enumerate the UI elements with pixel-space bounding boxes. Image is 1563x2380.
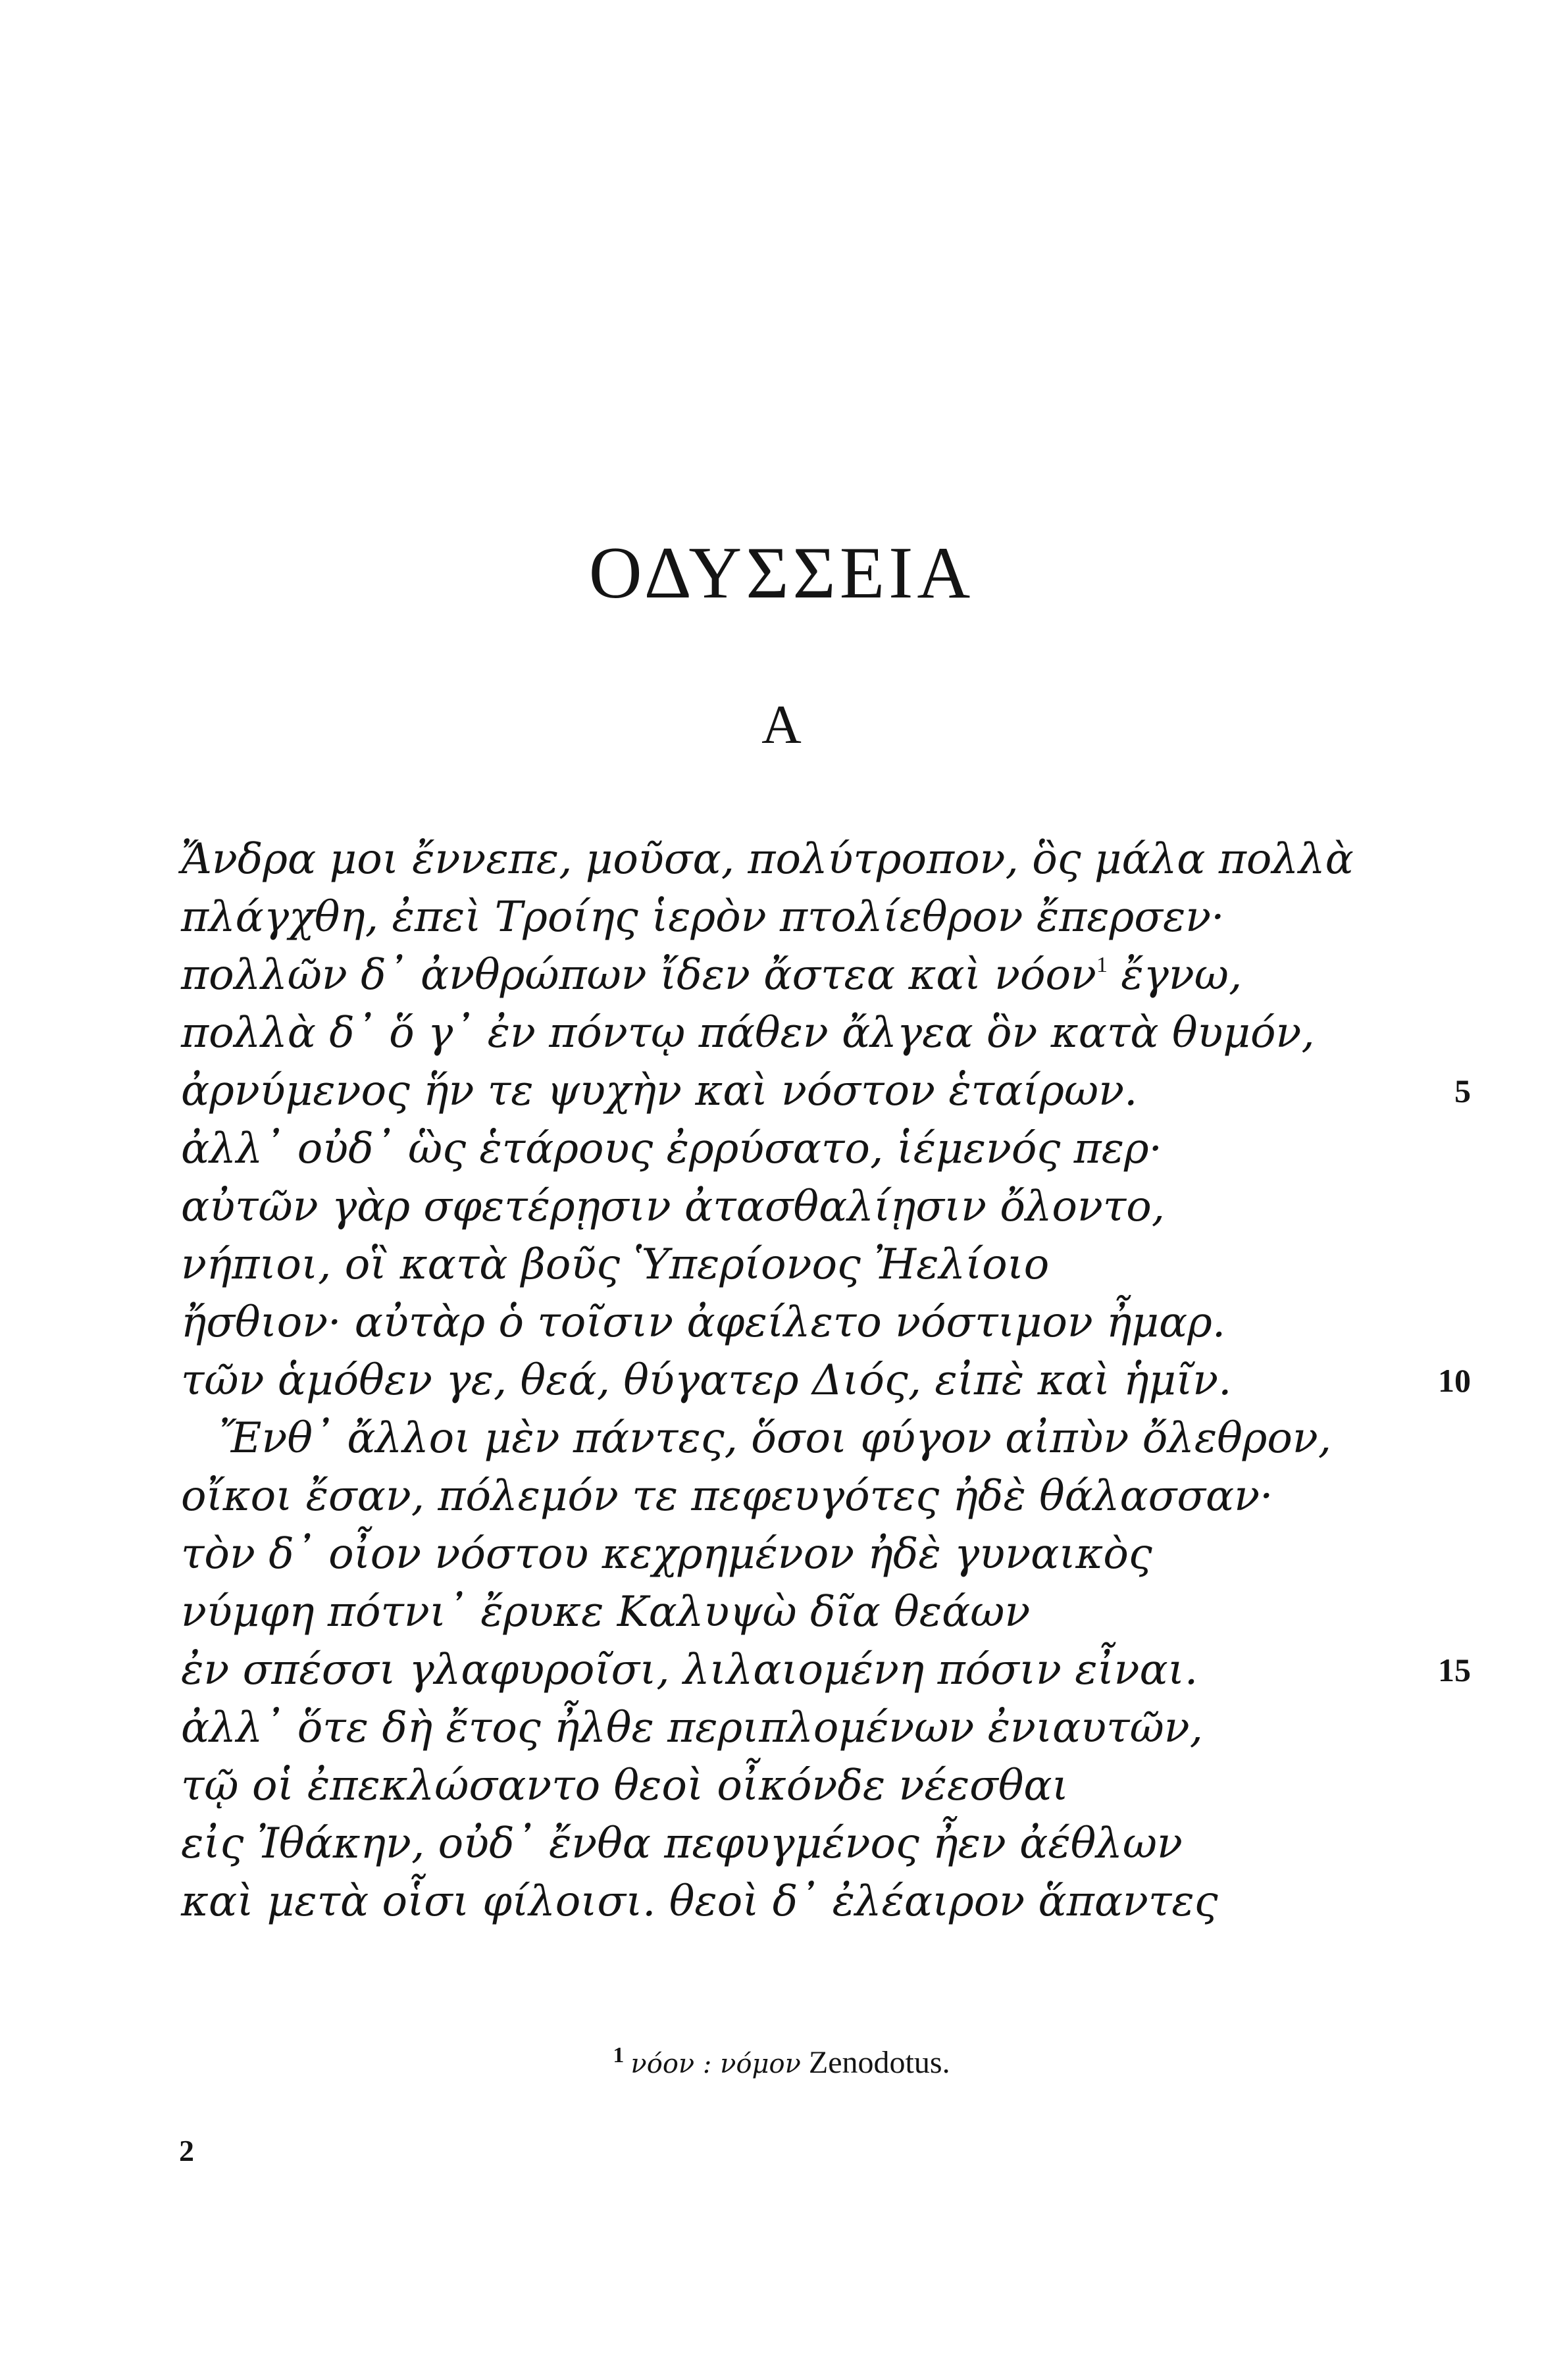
verse-text [181,1761,1069,1810]
verse-text [181,1819,1183,1868]
verse-text-main: ἐν σπέσσι γλαφυροῖσι, λιλαιομένη πόσιν εἶναι. [181,1646,1198,1694]
verse-text [181,835,1354,884]
verse-line [181,1757,1471,1815]
verse-text [181,1240,1049,1289]
verse-text-main: Ἔνθ᾽ ἄλλοι μὲν πάντες, ὅσοι φύγον αἰπὺν ὄλεθρον, [219,1414,1332,1463]
line-number: 10 [1438,1362,1471,1399]
verse-line [181,1120,1471,1178]
verse-line [181,1004,1471,1062]
verse-line [181,1178,1471,1236]
verse-text [181,1298,1225,1347]
verse-text-main: οἴκοι ἔσαν, πόλεμόν τε πεφευγότες ἠδὲ θάλασσαν· [181,1472,1273,1521]
verse-text [181,1414,1331,1463]
verse-line [181,1641,1471,1699]
verse-text-main: πλάγχθη, ἐπεὶ Τροίης ἱερὸν πτολίεθρον ἔπερσεν· [181,893,1225,942]
verse-text-main: τῷ οἱ ἐπεκλώσαντο θεοὶ οἶκόνδε νέεσθαι [181,1761,1069,1810]
verse-line [181,888,1471,946]
footnote-reference: 1 [1096,953,1108,977]
verse-text [181,1125,1162,1173]
book-letter: Α [761,694,802,755]
verse-line [181,1699,1471,1757]
verse-text-main: καὶ μετὰ οἷσι φίλοισι. θεοὶ δ᾽ ἐλέαιρον ἅπαντες [181,1877,1218,1926]
verse-text-main: αὐτῶν γὰρ σφετέρῃσιν ἀτασθαλίῃσιν ὄλοντο, [181,1182,1166,1231]
verse-line [181,1467,1471,1525]
verse-text [181,1646,1198,1694]
verse-text-main: Ἄνδρα μοι ἔννεπε, μοῦσα, πολύτροπον, ὃς μάλα πολλὰ [181,835,1354,884]
verse-line [181,1525,1471,1583]
verse-text-main: νύμφη πότνι᾽ ἔρυκε Καλυψὼ δῖα θεάων [181,1588,1031,1636]
verse-text-main: ἤσθιον· αὐτὰρ ὁ τοῖσιν ἀφείλετο νόστιμον ἦμαρ. [181,1298,1226,1347]
line-number: 15 [1438,1652,1471,1688]
verse-line [181,1815,1471,1873]
verse-line [181,1583,1471,1641]
verse-text [181,893,1225,942]
footnote-mark: 1 [613,2043,625,2067]
verse-text-main: πολλὰ δ᾽ ὅ γ᾽ ἐν πόντῳ πάθεν ἄλγεα ὃν κατὰ θυμόν, [181,1009,1315,1057]
footnote-greek: νόον : νόμον [630,2049,801,2079]
verse-text [181,1530,1152,1579]
verse-text [181,1067,1137,1115]
verse-text-tail: ἔγνω, [1107,951,1243,1000]
verse-line [181,1062,1471,1120]
page-number: 2 [179,2134,194,2167]
verse-text-main: ἀλλ᾽ ὅτε δὴ ἔτος ἦλθε περιπλομένων ἐνιαυτῶν, [181,1704,1203,1752]
verse-text-main: τὸν δ᾽ οἶον νόστου κεχρημένον ἠδὲ γυναικὸς [181,1530,1152,1579]
verse-text [181,1356,1231,1405]
verse-line [181,1409,1471,1467]
footnote-source: Zenodotus. [800,2045,950,2080]
verse-text [181,1009,1315,1057]
verse-text [181,1588,1030,1636]
verse-block [181,830,1471,1931]
line-number: 5 [1454,1073,1471,1109]
verse-line [181,1236,1471,1294]
verse-line [181,830,1471,888]
verse-text [181,951,1242,1000]
verse-text [181,1704,1203,1752]
verse-text-main: ἀρνύμενος ἥν τε ψυχὴν καὶ νόστον ἑταίρων. [181,1067,1138,1115]
verse-text-main: ἀλλ᾽ οὐδ᾽ ὣς ἑτάρους ἐρρύσατο, ἱέμενός περ· [181,1125,1162,1173]
verse-text [181,1472,1273,1521]
verse-text-main: τῶν ἁμόθεν γε, θεά, θύγατερ Διός, εἰπὲ καὶ ἡμῖν. [181,1356,1232,1405]
verse-text [181,1877,1218,1926]
footnote [0,2043,1563,2081]
work-title: ΟΔΥΣΣΕΙΑ [588,532,975,614]
verse-line [181,1873,1471,1931]
verse-line [181,1352,1471,1409]
verse-line [181,946,1471,1004]
verse-text-main: πολλῶν δ᾽ ἀνθρώπων ἴδεν ἄστεα καὶ νόον [181,951,1096,1000]
verse-line [181,1294,1471,1352]
verse-text-main: εἰς Ἰθάκην, οὐδ᾽ ἔνθα πεφυγμένος ἦεν ἀέθλων [181,1819,1183,1868]
verse-text [181,1182,1165,1231]
verse-text-main: νήπιοι, οἳ κατὰ βοῦς Ὑπερίονος Ἠελίοιο [181,1240,1050,1289]
